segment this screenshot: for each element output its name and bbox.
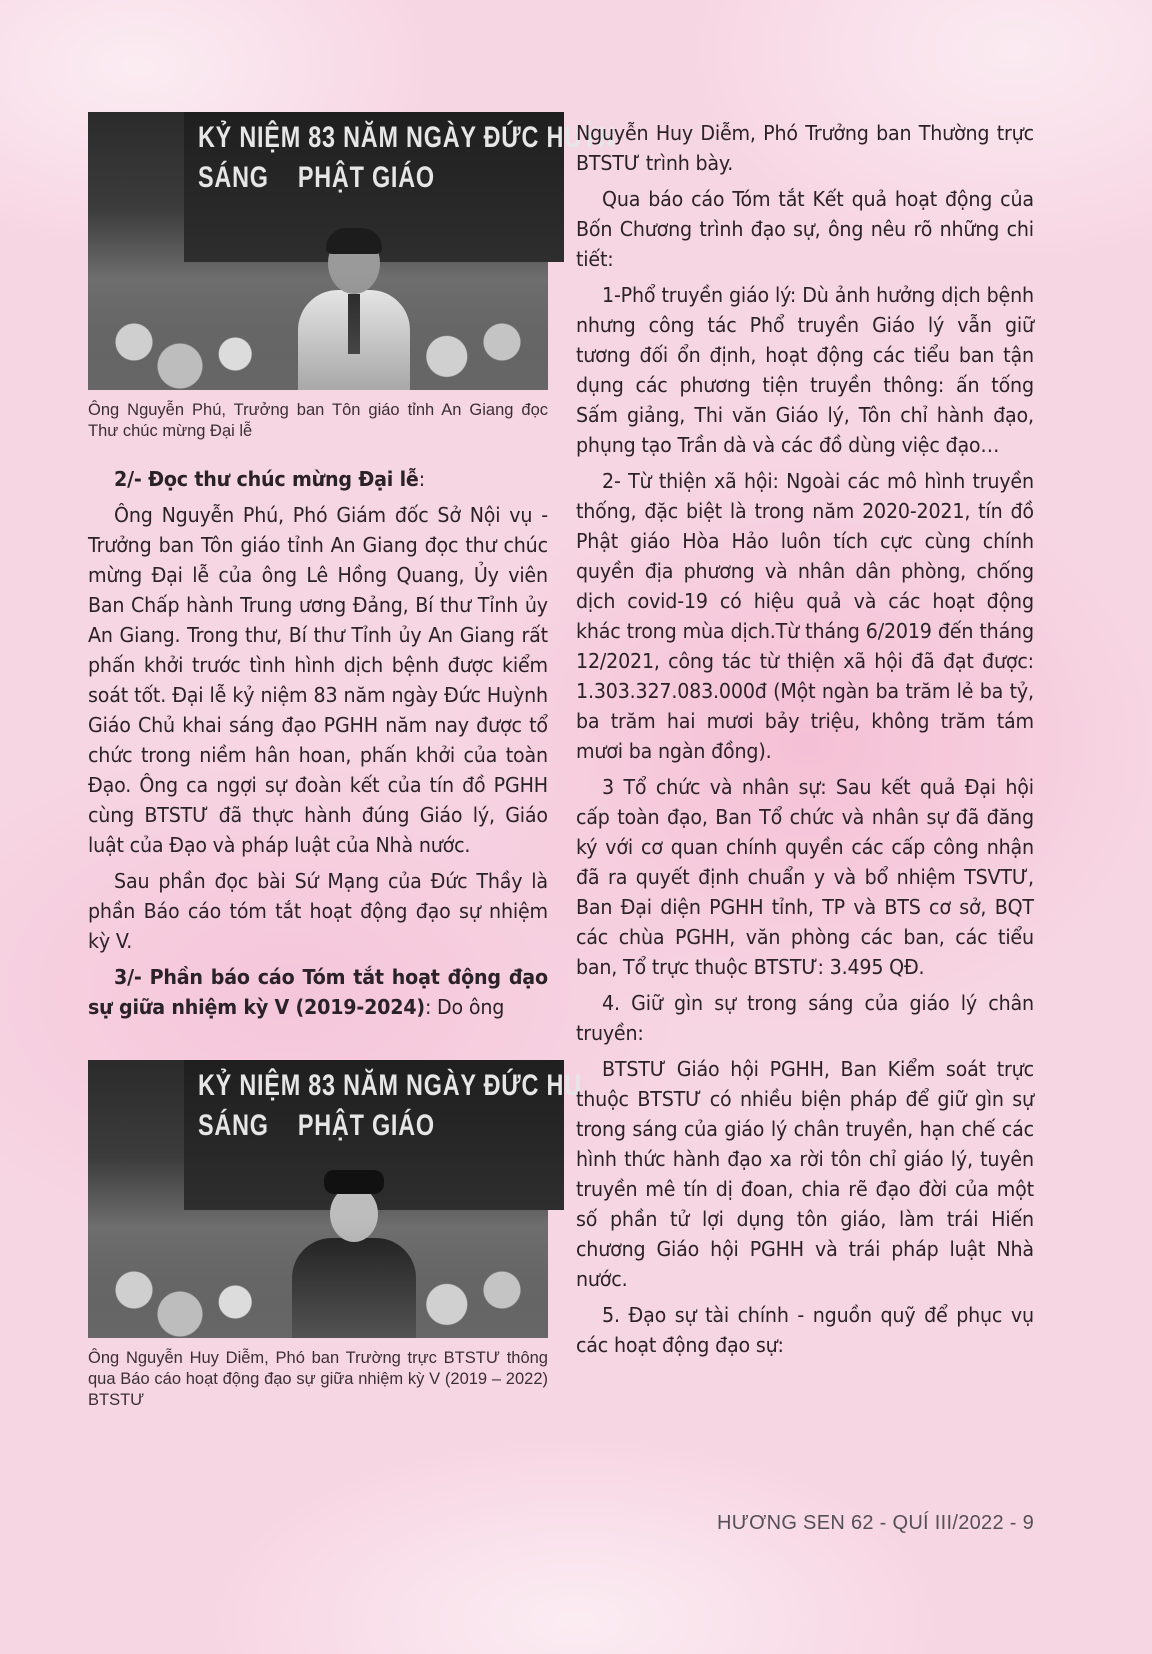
photo-banner-text: KỶ NIỆM 83 NĂM NGÀY ĐỨC HU SÁNG PHẬT GIÁO [198, 1069, 582, 1142]
flower-arrangement [88, 1218, 548, 1338]
flower-arrangement [88, 270, 548, 390]
paragraph: BTSTƯ Giáo hội PGHH, Ban Kiểm soát trực thuộc BTSTƯ có nhiều biện pháp để giữ gìn sự trong sáng của giáo lý chân truyền, hạn chế các hình thức hành đạo xa rời tôn chỉ giáo lý, tuyên truyền mê tín dị đoan, chia rẽ đạo đời của một số phần tử lợi dụng tôn giáo, làm trái Hiến chương Giáo hội PGHH và trái pháp luật Nhà nước. [576, 1057, 1034, 1291]
photo-speaker-2 [88, 1060, 582, 1338]
left-column [88, 112, 616, 1411]
speaker-hair [326, 228, 382, 254]
paragraph: Sau phần đọc bài Sứ Mạng của Đức Thầy là phần Báo cáo tóm tắt hoạt động đạo sự nhiệm kỳ V. [88, 869, 548, 953]
heading-2-text: 2/- Đọc thư chúc mừng Đại lễ [114, 467, 419, 491]
paragraph: Qua báo cáo Tóm tắt Kết quả hoạt động của Bốn Chương trình đạo sự, ông nêu rõ những chi tiết: [576, 187, 1034, 271]
paragraph: 5. Đạo sự tài chính - nguồn quỹ để phục vụ các hoạt động đạo sự: [576, 1303, 1034, 1357]
paragraph: 4. Giữ gìn sự trong sáng của giáo lý chân truyền: [576, 991, 1034, 1045]
heading-3-suffix: : Do ông [424, 995, 505, 1019]
heading-3-text: 3/- Phần báo cáo Tóm tắt hoạt động đạo sự giữa nhiệm kỳ V (2019-2024) [88, 965, 548, 1019]
paragraph: 2- Từ thiện xã hội: Ngoài các mô hình truyền thống, đặc biệt là trong năm 2020-2021, tín đồ Phật giáo Hòa Hảo luôn tích cực cùng chính quyền địa phương và nhân dân phòng, chống dịch covid-19 có hiệu quả và các hoạt động khác trong mùa dịch.Từ tháng 6/2019 đến tháng 12/2021, công tác từ thiện xã hội đã đạt được: 1.303.327.083.000đ (Một ngàn ba trăm lẻ ba tỷ, ba trăm hai mươi bảy triệu, không trăm tám mươi ba ngàn đồng). [576, 469, 1034, 763]
photo-caption-1: Ông Nguyễn Phú, Trưởng ban Tôn giáo tỉnh An Giang đọc Thư chúc mừng Đại lễ [88, 401, 548, 440]
photo-caption-2: Ông Nguyễn Huy Diễm, Phó ban Trường trực BTSTƯ thông qua Báo cáo hoạt động đạo sự giữa nhiệm kỳ V (2019 – 2022) BTSTƯ [88, 1349, 548, 1409]
photo-banner-text: KỶ NIỆM 83 NĂM NGÀY ĐỨC HUỲN SÁNG PHẬT GIÁO [198, 121, 616, 194]
photo-speaker-1 [88, 112, 616, 390]
right-column [576, 118, 1034, 1366]
section-heading-2 [88, 464, 548, 494]
paragraph: 3 Tổ chức và nhân sự: Sau kết quả Đại hội cấp toàn đạo, Ban Tổ chức và nhân sự đã đăng ký với cơ quan chính quyền các cấp công nhận đã ra quyết định chuẩn y và bổ nhiệm TSVTƯ, Ban Đại diện PGHH tỉnh, TP và BTS cơ sở, BQT các chùa PGHH, văn phòng các ban, các tiểu ban, Tổ trực thuộc BTSTƯ: 3.495 QĐ. [576, 775, 1034, 979]
speaker-hat [324, 1170, 384, 1194]
page-footer: HƯƠNG SEN 62 - QUÍ III/2022 - 9 [717, 1512, 1034, 1534]
left-body-text [88, 464, 548, 1022]
paragraph: 1-Phổ truyền giáo lý: Dù ảnh hưởng dịch bệnh nhưng công tác Phổ truyền Giáo lý vẫn giữ tương đối ổn định, hoạt động các tiểu ban tận dụng các phương tiện truyền thông: ấn tống Sấm giảng, Thi văn Giáo lý, Tôn chỉ hành đạo, phụng tạo Trần dà và các đồ dùng việc đạo… [576, 283, 1034, 457]
section-heading-3 [88, 962, 548, 1022]
paragraph: Nguyễn Huy Diễm, Phó Trưởng ban Thường trực BTSTƯ trình bày. [576, 121, 1034, 175]
heading-2-suffix: : [418, 467, 425, 491]
paragraph: Ông Nguyễn Phú, Phó Giám đốc Sở Nội vụ - Trưởng ban Tôn giáo tỉnh An Giang đọc thư chúc mừng Đại lễ của ông Lê Hồng Quang, Ủy viên Ban Chấp hành Trung ương Đảng, Bí thư Tỉnh ủy An Giang. Trong thư, Bí thư Tỉnh ủy An Giang rất phấn khởi trước tình hình dịch bệnh được kiểm soát tốt. Đại lễ kỷ niệm 83 năm ngày Đức Huỳnh Giáo Chủ khai sáng đạo PGHH năm nay được tổ chức trong niềm hân hoan, phấn khởi của toàn Đạo. Ông ca ngợi sự đoàn kết của tín đồ PGHH cùng BTSTƯ đã thực hành đúng Giáo lý, Giáo luật của Đạo và pháp luật của Nhà nước. [88, 503, 548, 857]
